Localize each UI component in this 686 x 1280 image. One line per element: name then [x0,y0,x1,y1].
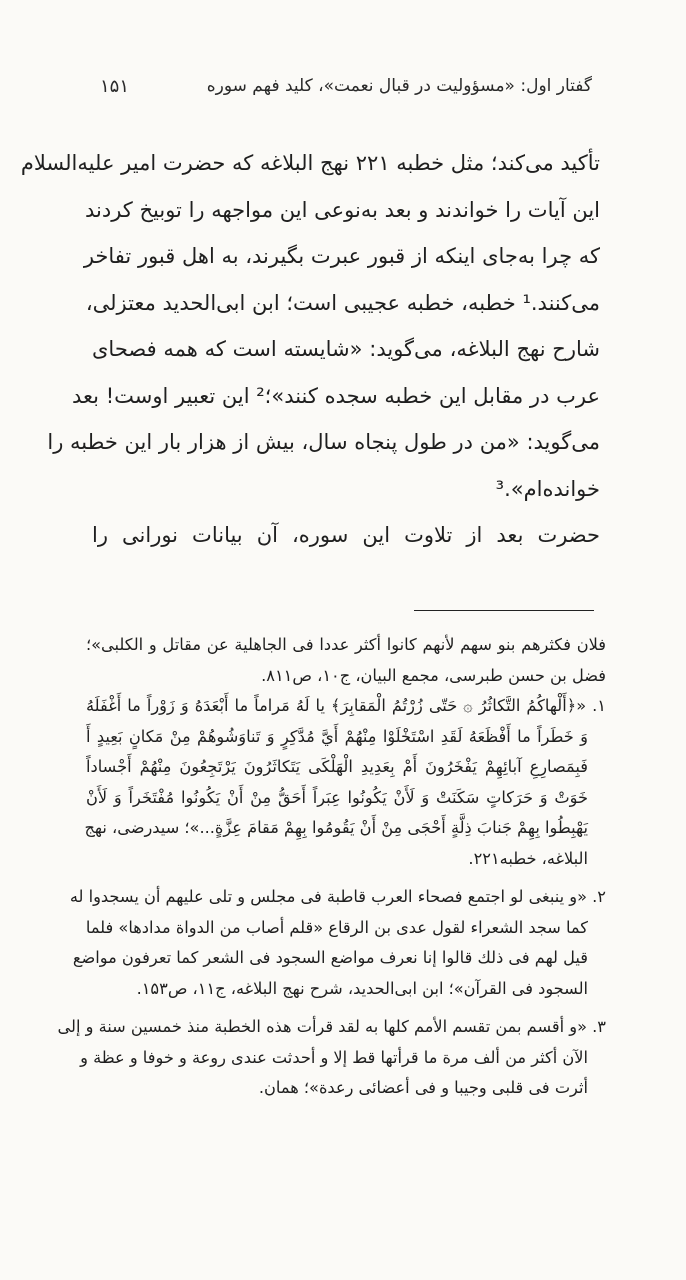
body-line: عرب در مقابل این خطبه سجده کنند»؛² این تعبیر اوست! بعد [72,383,600,408]
footnote-2: ۲. «و ينبغى لو اجتمع فصحاء العرب قاطبة فى مجلس و تلى عليهم أن يسجدوا له [69,887,606,906]
body-line: تأکید می‌کند؛ مثل خطبه ۲۲۱ نهج البلاغه که حضرت امیر عليه‌السلام [20,151,600,175]
footnote-line: فضل بن حسن طبرسی، مجمع البیان، ج۱۰، ص۸۱۱. [261,665,606,685]
footnote-line: أثرت فى قلبى وجيبا و فى أعضائى رعدة»؛ همان. [258,1078,588,1097]
footnote-line: كما سجد الشعراء لقول عدى بن الرقاع «قلم أصاب من الدواة مدادها» فلما [85,917,588,937]
body-line: می‌کنند.¹ خطبه، خطبه عجیبی است؛ ابن ابی‌الحدید معتزلی، [85,290,600,315]
footnote-line: خَوَتْ وَ حَرَكاتٍ سَكَنَتْ وَ لَأَنْ يَكُونُوا عِبَراً أَحَقُّ مِنْ أَنْ يَكُونُوا مُفْتَخَراً وَ لَأَنْ [86,787,588,807]
footnote-line: البلاغه، خطبه۲۲۱. [468,848,588,868]
body-line: خوانده‌ام».³ [495,476,600,501]
page-number: ۱۵۱ [100,75,130,97]
footnotes [57,630,606,1104]
body-line: این آیات را خواندند و بعد به‌نوعی این مواجهه را توبیخ کردند [84,197,600,222]
main-text [20,140,600,559]
footnote-line: فَبِمَصارِعِ آبائِهِمْ يَفْخَرُونَ أَمْ بِعَدِيدِ الْهَلْكَى يَتَكاثَرُونَ يَرْتَجِعُونَ مِنْهُمْ أَجْساداً [86,757,588,776]
footnote-line: السجود فى القرآن»؛ ابن ابی‌الحدید، شرح نهج البلاغه، ج۱۱، ص۱۵۳. [136,978,588,998]
body-line: می‌گوید: «من در طول پنجاه سال، بیش از هزار بار این خطبه را [47,430,600,454]
body-line: شارح نهج البلاغه، می‌گوید: «شایسته است که همه فصحای [92,337,600,361]
body-line: حضرت بعد از تلاوت این سوره، آن بیانات نورانی را [92,523,600,547]
body-line: که چرا به‌جای اینکه از قبور عبرت بگیرند، به اهل قبور تفاخر [83,244,600,268]
running-header [100,72,592,100]
footnote-3: ۳. «و أقسم بمن تقسم الأمم كلها به لقد قرأت هذه الخطبة منذ خمسين سنة و إلى [57,1017,606,1036]
footnote-line: فلان فكثرهم بنو سهم لأنهم كانوا أكثر عددا فى الجاهلية عن مقاتل و الكلبى»؛ [86,635,606,654]
footnote-line: وَ خَطَراً ما أَفْظَعَهُ لَقَدِ اسْتَخْلَوْا مِنْهُمْ أَيَّ مُدَّكِرٍ وَ تَناوَشُوهُمْ مِنْ مَكانٍ بَعِيدٍ أَ [86,726,588,746]
footnote-1: ۱. «﴿أَلْهاكُمُ التَّكاثُرُ ۞ حَتّى زُرْتُمُ الْمَقابِرَ﴾ يا لَهُ مَراماً ما أَبْعَدَهُ وَ زَوْراً ما أَغْفَلَهُ [86,696,606,715]
footnote-line: الآن أكثر من ألف مرة ما قرأتها قط إلا و أحدثت عندى روعة و خوفا و عظة و [80,1047,588,1067]
chapter-title: گفتار اول: «مسؤولیت در قبال نعمت»، کلید فهم سوره [206,76,592,96]
footnote-line: يَهْبِطُوا بِهِمْ جَنابَ ذِلَّةٍ أَحْجَى مِنْ أَنْ يَقُومُوا بِهِمْ مَقامَ عِزَّةٍ...»؛ سیدرضی، نهج [84,818,588,837]
footnote-divider [414,610,594,611]
footnote-line: قيل لهم فى ذلك قالوا إنا نعرف مواضع السجود فى الشعر كما تعرفون مواضع [72,948,588,967]
